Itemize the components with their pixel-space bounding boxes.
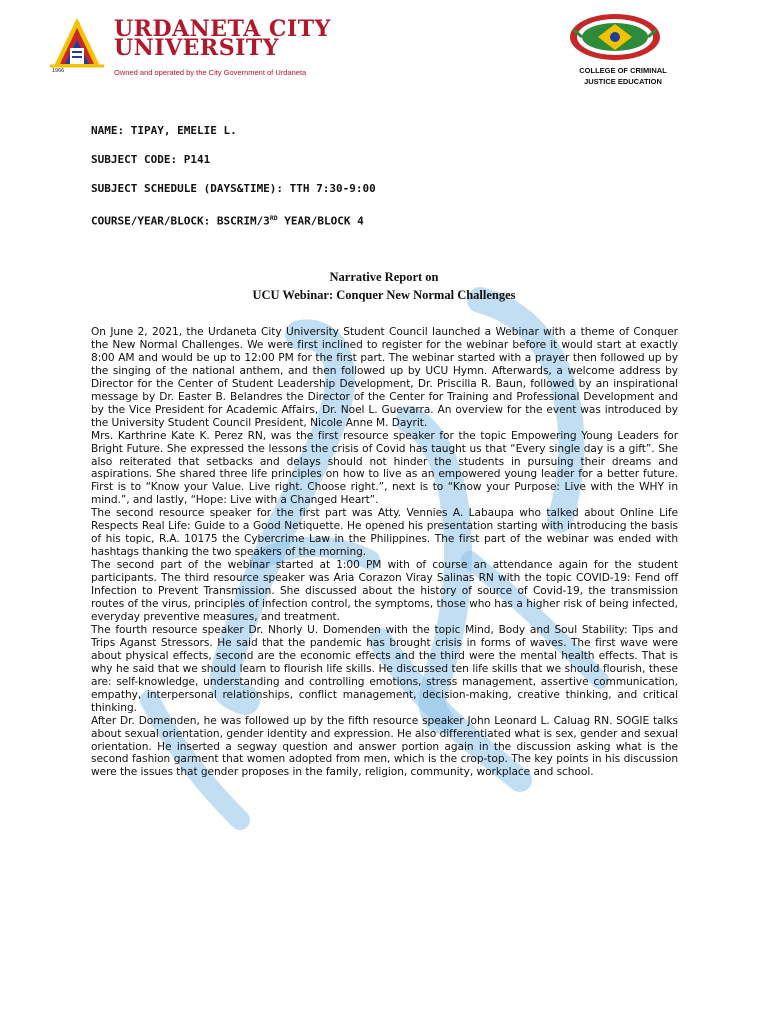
paragraph: After Dr. Domenden, he was followed up by the fifth resource speaker John Leonard L. Caluag RN. SOGIE talks about sexual orientation, gender identity and expression. He also differentiated what is sex, gender and sexual orientation. He inserted a segway question and answer portion again in the discussion asking what is the second fashion garment that women adopted from men, which is the crop-top. The key points in his discussion were the issues that gender proposes in the family, religion, community, workplace and school. [91,714,678,779]
report-title-line2: UCU Webinar: Conquer New Normal Challenges [252,288,516,302]
paragraph: Mrs. Karthrine Kate K. Perez RN, was the first resource speaker for the topic Empowering Young Leaders for Bright Future. She expressed the lessons the crisis of Covid has taught us that “Every single day is a gift”. She also reiterated that setbacks and delays should not hinder the students in pursuing their dreams and aspirations. She shared three life principles on how to live as an empowered young leader for a better future. First is to “Know your Value. Live right. Choose right.”, next is to “Know your Purpose: Live with the WHY in mind.”, and lastly, “Hope: Live with a Changed Heart”. [91,429,678,507]
paragraph: The fourth resource speaker Dr. Nhorly U. Domenden with the topic Mind, Body and Soul Stability: Tips and Trips Aganst Stressors. He said that the pandemic has brought crisis in forms of waves. The first wave were about physical effects, second are the economic effects and the third were the mental health effects. That is why he said that we should learn to flourish life skills. He discussed ten life skills that we should flourish, these are: self-knowledge, understanding and controlling emotions, stress management, assertive communication, empathy, interpersonal relationships, conflict management, decision-making, creative thinking, and critical thinking. [91,623,678,714]
student-name: NAME: TIPAY, EMELIE L. [91,124,237,137]
founding-year: 1966 [52,68,65,74]
university-tagline: Owned and operated by the City Government of Urdaneta [114,68,307,77]
course-year-block [91,211,376,240]
letterhead [48,12,728,86]
university-name-line1: URDANETA CITY [114,16,331,42]
report-title [0,268,768,304]
college-name [548,65,698,87]
course-suffix: YEAR/BLOCK 4 [277,214,364,228]
subject-schedule: SUBJECT SCHEDULE (DAYS&TIME): TTH 7:30-9:00 [91,182,376,195]
course-superscript: RD [269,214,278,222]
report-title-line1: Narrative Report on [329,270,439,284]
paragraph: On June 2, 2021, the Urdaneta City University Student Council launched a Webinar with a theme of Conquer the New Normal Challenges. We were first inclined to register for the webinar before it would start at exactly 8:00 AM and would be up to 12:00 PM for the first part. The webinar started with a prayer then followed up by the singing of the national anthem, and then followed up by UCU Hymn. Afterwards, a welcome address by Director for the Center of Student Leadership Development, Dr. Priscilla R. Baun, followed by an inspirational message by Dr. Easter B. Belandres the Director of the Center for Training and Professional Development and by the Vice President for Academic Affairs, Dr. Noel L. Guevarra. An overview for the event was introduced by the University Student Council President, Nicole Anne M. Dayrit. [91,326,678,429]
paragraph: The second resource speaker for the first part was Atty. Vennies A. Labaupa who talked about Online Life Respects Real Life: Guide to a Good Netiquette. He opened his presentation starting with introducing the basis of his topic, R.A. 10175 the Cybercrime Law in the Philippines. The first part of the webinar was ended with hashtags thanking the two speakers of the morning. [91,507,678,559]
university-logo-icon [48,14,106,70]
college-name-line1: COLLEGE OF CRIMINAL [579,66,667,75]
student-info [91,124,376,240]
university-name [114,16,331,61]
subject-code: SUBJECT CODE: P141 [91,153,211,166]
course-prefix: COURSE/YEAR/BLOCK: BSCRIM/3 [91,214,270,228]
college-name-line2: JUSTICE EDUCATION [584,77,662,86]
report-body [91,326,678,779]
college-seal-icon [568,12,662,62]
paragraph: The second part of the webinar started at 1:00 PM with of course an attendance again for the student participants. The third resource speaker was Aria Corazon Viray Salinas RN with the topic COVID-19: Fend off Infection to Prevent Transmission. She discussed about the history of source of Covid-19, the transmission routes of the virus, principles of infection control, the symptoms, those who has a higher risk of being infected, everyday preventive measures, and treatment. [91,559,678,623]
university-name-line2: UNIVERSITY [114,35,279,61]
